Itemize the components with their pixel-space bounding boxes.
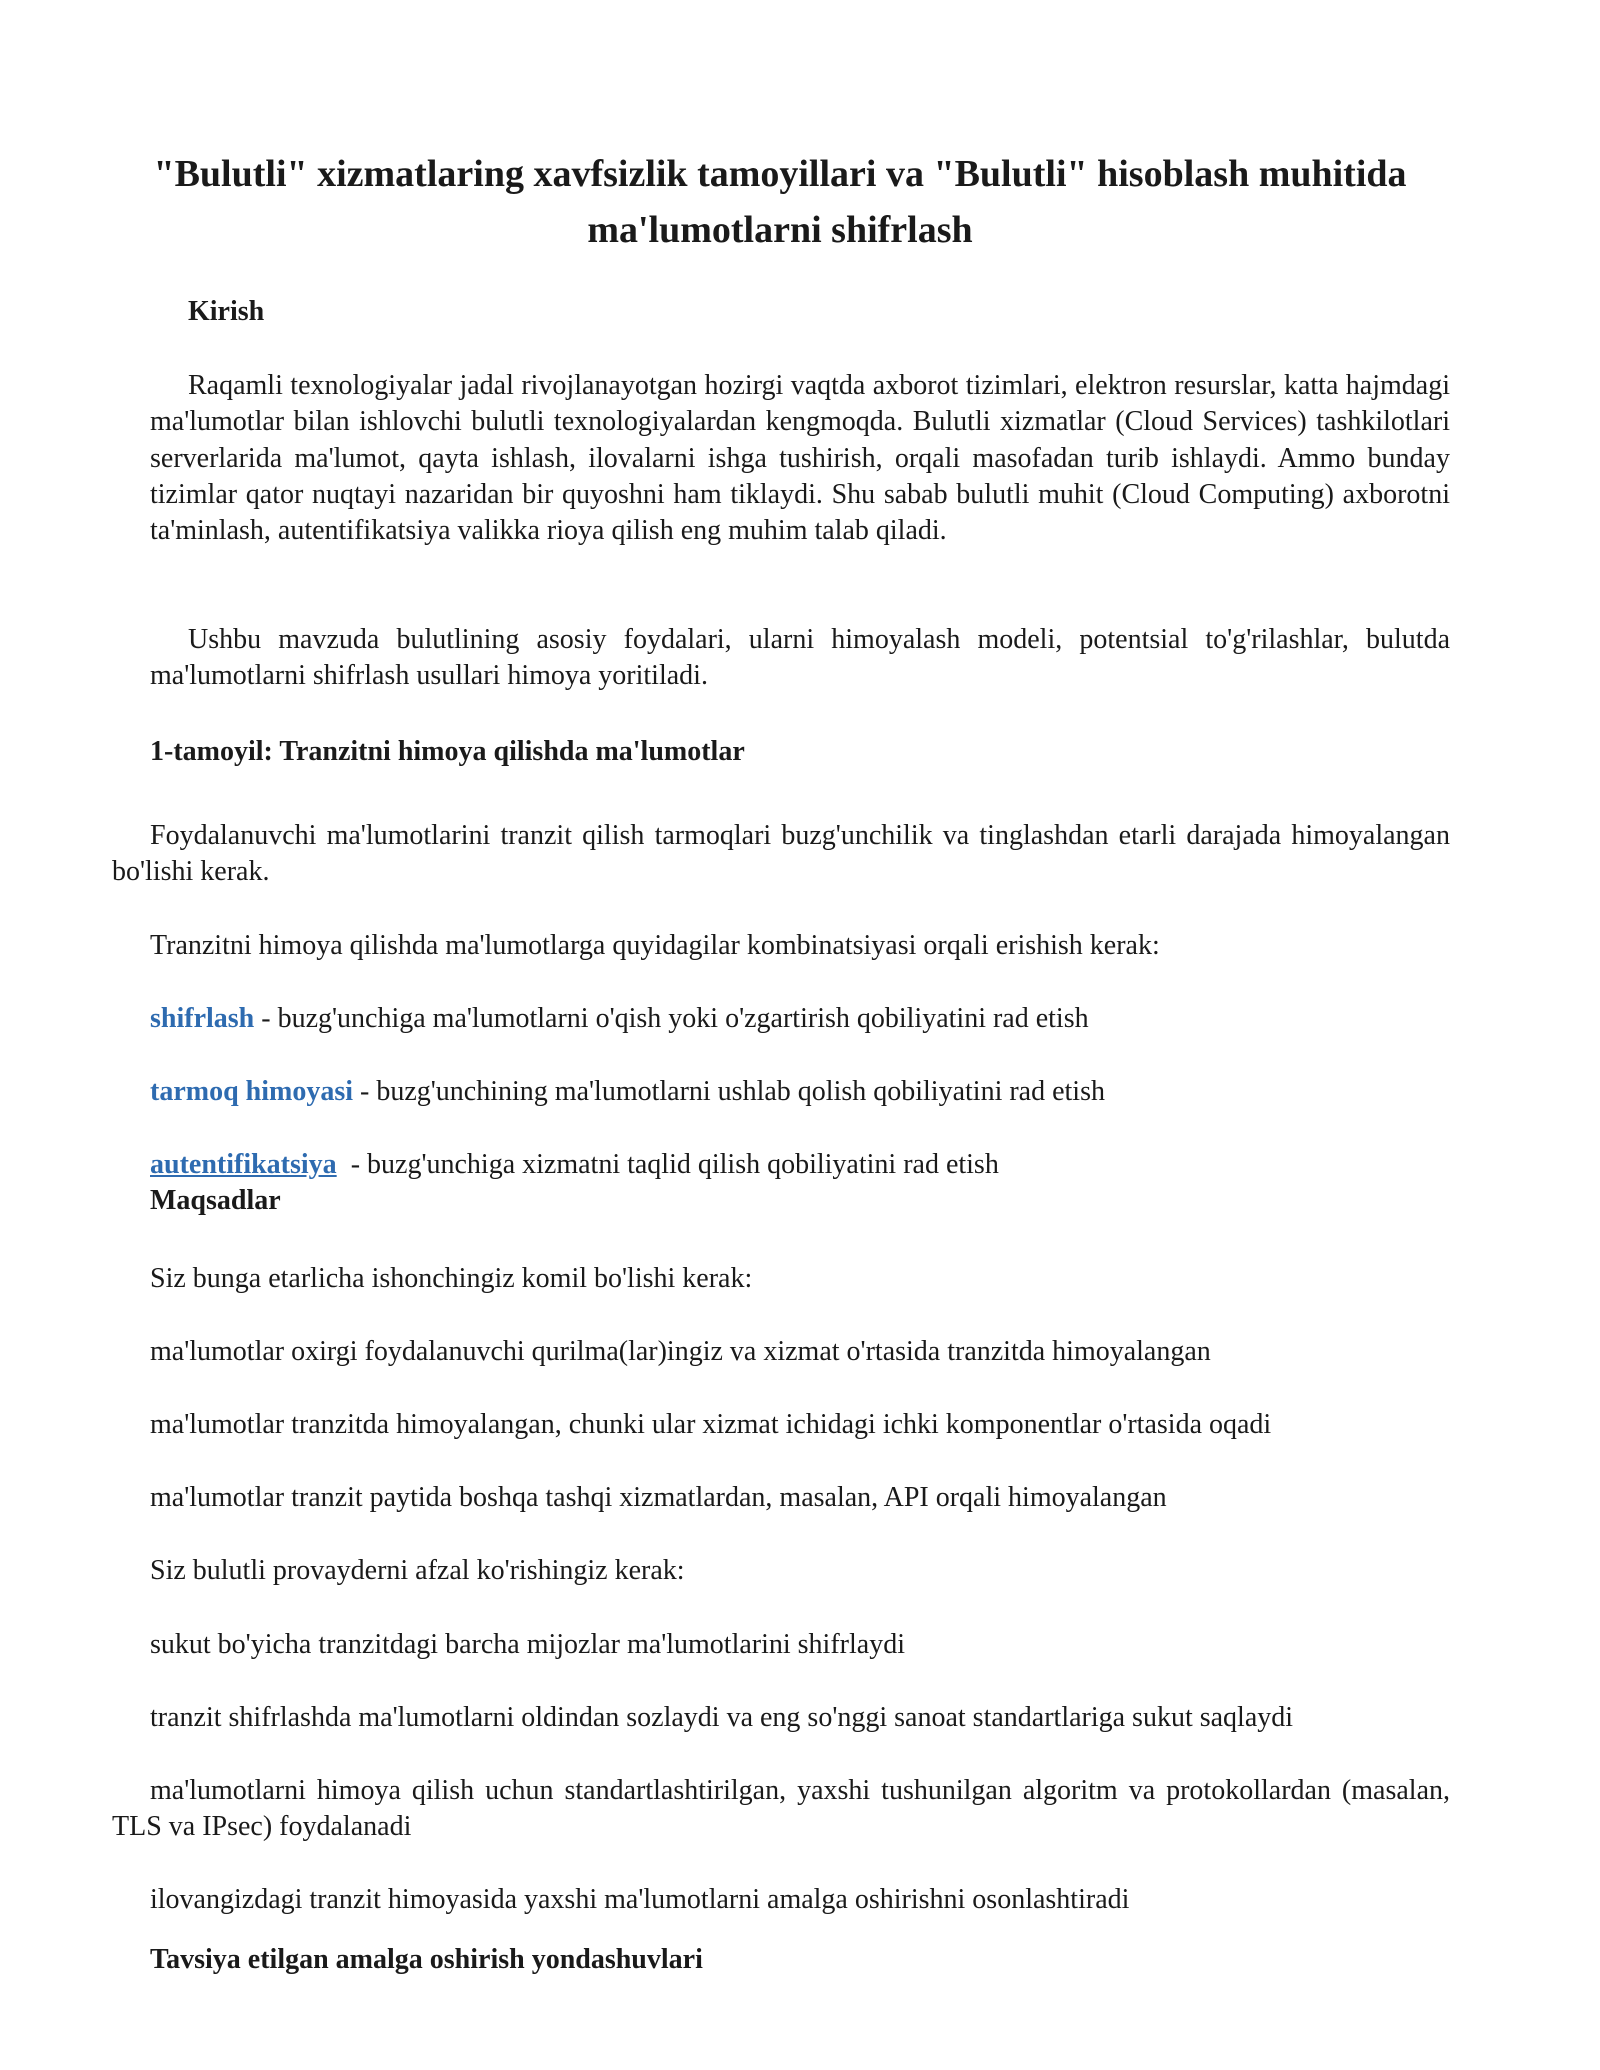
provider-item: sukut bo'yicha tranzitdagi barcha mijozlar ma'lumotlarini shifrlaydi [150, 1629, 905, 1660]
combination-intro: Tranzitni himoya qilishda ma'lumotlarga quyidagilar kombinatsiyasi orqali erishish kerak: [150, 930, 1160, 961]
document-title: "Bulutli" xizmatlaring xavfsizlik tamoyillari va "Bulutli" hisoblash muhitida ma'lumotlarni shifrlash [153, 153, 1407, 251]
goal-item: ma'lumotlar oxirgi foydalanuvchi qurilma(lar)ingiz va xizmat o'rtasida tranzitda himoyalangan [150, 1336, 1211, 1367]
provider-item: tranzit shifrlashda ma'lumotlarni oldindan sozlaydi va eng so'nggi sanoat standartlariga sukut saqlaydi [150, 1702, 1294, 1733]
principle-paragraph: Foydalanuvchi ma'lumotlarini tranzit qilish tarmoqlari buzg'unchilik va tinglashdan etarli darajada himoyalangan bo'lishi kerak. [112, 820, 1450, 888]
provider-item: ma'lumotlarni himoya qilish uchun standartlashtirilgan, yaxshi tushunilgan algoritm va protokollardan (masalan, TLS va IPsec) foydalanadi [112, 1775, 1450, 1843]
method-term-link[interactable]: tarmoq himoyasi [150, 1076, 353, 1107]
method-description: - buzg'unchiga ma'lumotlarni o'qish yoki o'zgartirish qobiliyatini rad etish [254, 1003, 1089, 1034]
goals-intro: Siz bunga etarlicha ishonchingiz komil bo'lishi kerak: [150, 1263, 753, 1294]
method-item [150, 1074, 1105, 1110]
goal-item: ma'lumotlar tranzitda himoyalangan, chunki ular xizmat ichidagi ichki komponentlar o'rtasida oqadi [150, 1409, 1272, 1440]
intro-heading: Kirish [188, 296, 265, 327]
intro-paragraph-1: Raqamli texnologiyalar jadal rivojlanayotgan hozirgi vaqtda axborot tizimlari, elektron resurslar, katta hajmdagi ma'lumotlar bilan ishlovchi bulutli texnologiyalardan kengmoqda. Bulutli xizmatlar (Cloud Services) tashkilotlari serverlarida ma'lumot, qayta ishlash, ilovalarni ishga tushirish, orqali masofadan turib ishlaydi. Ammo bunday tizimlar qator nuqtayi nazaridan bir quyoshni ham tiklaydi. Shu sabab bulutli muhit (Cloud Computing) axborotni ta'minlash, autentifikatsiya valikka rioya qilish eng muhim talab qiladi. [150, 370, 1450, 547]
recommended-heading: Tavsiya etilgan amalga oshirish yondashuvlari [150, 1944, 703, 1975]
provider-item: ilovangizdagi tranzit himoyasida yaxshi ma'lumotlarni amalga oshirishni osonlashtiradi [150, 1884, 1130, 1915]
goals-heading: Maqsadlar [150, 1185, 281, 1216]
method-description: - buzg'unchiga xizmatni taqlid qilish qobiliyatini rad etish [336, 1149, 999, 1180]
method-term-link[interactable]: shifrlash [150, 1003, 255, 1034]
intro-paragraph-2: Ushbu mavzuda bulutlining asosiy foydalari, ularni himoyalash modeli, potentsial to'g'rilashlar, bulutda ma'lumotlarni shifrlash usullari himoya yoritiladi. [150, 624, 1450, 692]
method-term-link[interactable]: autentifikatsiya [150, 1149, 337, 1180]
method-description: - buzg'unchining ma'lumotlarni ushlab qolish qobiliyatini rad etish [353, 1076, 1105, 1107]
provider-intro: Siz bulutli provayderni afzal ko'rishingiz kerak: [150, 1555, 685, 1586]
principle-heading: 1-tamoyil: Tranzitni himoya qilishda ma'lumotlar [150, 736, 745, 767]
method-item [150, 1001, 1089, 1037]
method-item [150, 1147, 999, 1183]
goal-item: ma'lumotlar tranzit paytida boshqa tashqi xizmatlardan, masalan, API orqali himoyalangan [150, 1482, 1167, 1513]
